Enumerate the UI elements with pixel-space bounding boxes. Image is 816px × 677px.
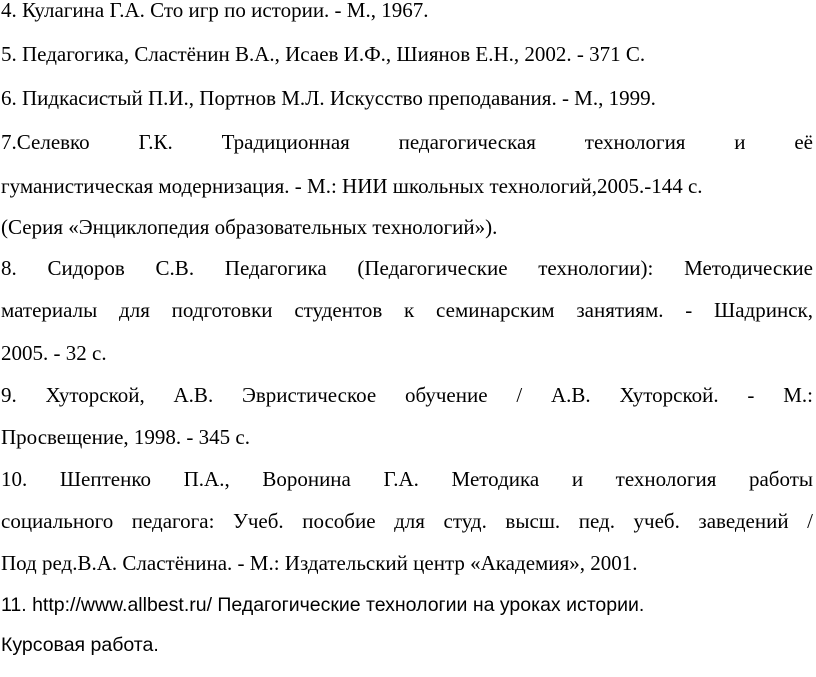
reference-7-line-1: 7.Селевко Г.К. Традиционная педагогическая технология и её	[1, 130, 813, 154]
reference-6-line-1: 6. Пидкасистый П.И., Портнов М.Л. Искусство преподавания. - М., 1999.	[1, 86, 656, 110]
reference-10-line-1: 10. Шептенко П.А., Воронина Г.А. Методика и технология работы	[1, 467, 813, 491]
reference-10-line-3: Под ред.В.А. Сластёнина. - М.: Издательский центр «Академия», 2001.	[1, 551, 638, 575]
reference-11-line-1: 11. http://www.allbest.ru/ Педагогические технологии на уроках истории.	[1, 594, 645, 616]
reference-9-line-1: 9. Хуторской, А.В. Эвристическое обучение / А.В. Хуторской. - М.:	[1, 383, 813, 407]
reference-9-line-2: Просвещение, 1998. - 345 с.	[1, 425, 250, 449]
reference-8-line-3: 2005. - 32 с.	[1, 341, 107, 365]
reference-4-line-1: 4. Кулагина Г.А. Сто игр по истории. - М., 1967.	[1, 0, 429, 22]
reference-11-line-2: Курсовая работа.	[1, 634, 159, 656]
reference-7-line-2: гуманистическая модернизация. - М.: НИИ школьных технологий,2005.-144 с.	[1, 174, 703, 198]
reference-10-line-2: социального педагога: Учеб. пособие для студ. высш. пед. учеб. заведений /	[1, 509, 813, 533]
reference-8-line-1: 8. Сидоров С.В. Педагогика (Педагогические технологии): Методические	[1, 256, 813, 280]
reference-5-line-1: 5. Педагогика, Сластёнин В.А., Исаев И.Ф., Шиянов Е.Н., 2002. - 371 С.	[1, 42, 646, 66]
reference-7-line-3: (Серия «Энциклопедия образовательных технологий»).	[1, 215, 498, 239]
reference-8-line-2: материалы для подготовки студентов к семинарским занятиям. - Шадринск,	[1, 298, 813, 322]
